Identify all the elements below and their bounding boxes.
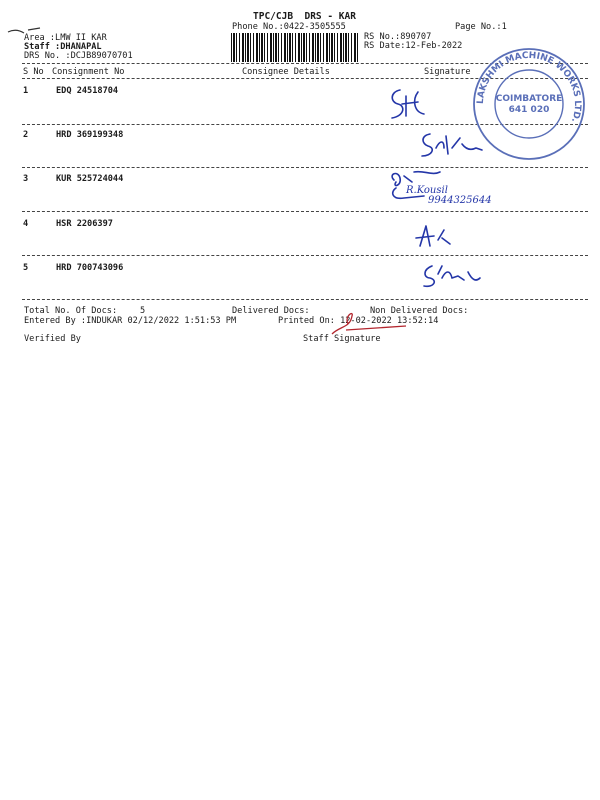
barcode (231, 33, 358, 62)
column-consignee: Consignee Details (242, 67, 330, 77)
row-consignment: HSR 2206397 (56, 219, 113, 229)
signature-row-4 (410, 220, 470, 252)
row-sno: 3 (23, 174, 29, 184)
drs-number: DRS No. :DCJB89070701 (24, 51, 133, 61)
delivered-docs-label: Delivered Docs: (232, 306, 310, 316)
column-signature: Signature (424, 67, 471, 77)
row-3-receiver-phone: 9944325644 (428, 195, 492, 206)
report-title: TPC/CJB DRS - KAR (253, 11, 356, 22)
total-docs-value: 5 (140, 306, 146, 316)
stamp-pin: 641 020 (508, 105, 550, 115)
rs-number: RS No.:890707 (364, 32, 432, 42)
red-ink-mark (326, 306, 416, 340)
entered-by: Entered By :INDUKAR 02/12/2022 1:51:53 PM (24, 316, 237, 326)
row-3-receiver-name: R.Kousil (406, 185, 448, 196)
column-consignment: Consignment No (52, 67, 125, 77)
page-number: Page No.:1 (455, 22, 507, 32)
row-consignment: EDQ 24518704 (56, 86, 119, 96)
verified-by-label: Verified By (24, 334, 81, 344)
company-stamp (470, 45, 588, 163)
row-consignment: KUR 525724044 (56, 174, 124, 184)
row-sno: 2 (23, 130, 29, 140)
signature-row-5 (418, 260, 498, 294)
total-docs-label: Total No. Of Docs: (24, 306, 118, 316)
stamp-city: COIMBATORE (495, 94, 563, 104)
rs-date: RS Date:12-Feb-2022 (364, 41, 463, 51)
row-sno: 1 (23, 86, 29, 96)
row-consignment: HRD 700743096 (56, 263, 124, 273)
signature-row-1 (384, 86, 444, 126)
row-consignment: HRD 369199348 (56, 130, 124, 140)
row-separator (22, 299, 588, 300)
area-field: Area :LMW II KAR (24, 33, 107, 43)
row-sno: 4 (23, 219, 29, 229)
non-delivered-docs-label: Non Delivered Docs: (370, 306, 469, 316)
staff-signature-label: Staff Signature (303, 334, 381, 344)
staff-field: Staff :DHANAPAL (24, 42, 102, 52)
printed-on: Printed On: 12-02-2022 13:52:14 (278, 316, 439, 326)
row-sno: 5 (23, 263, 29, 273)
column-sno: S No (23, 67, 44, 77)
row-separator (22, 255, 588, 256)
stamp-outer-text: LAKSHMI MACHINE WORKS LTD. (475, 50, 583, 124)
pen-mark (6, 24, 46, 38)
phone-number: Phone No.:0422-3505555 (232, 22, 346, 32)
